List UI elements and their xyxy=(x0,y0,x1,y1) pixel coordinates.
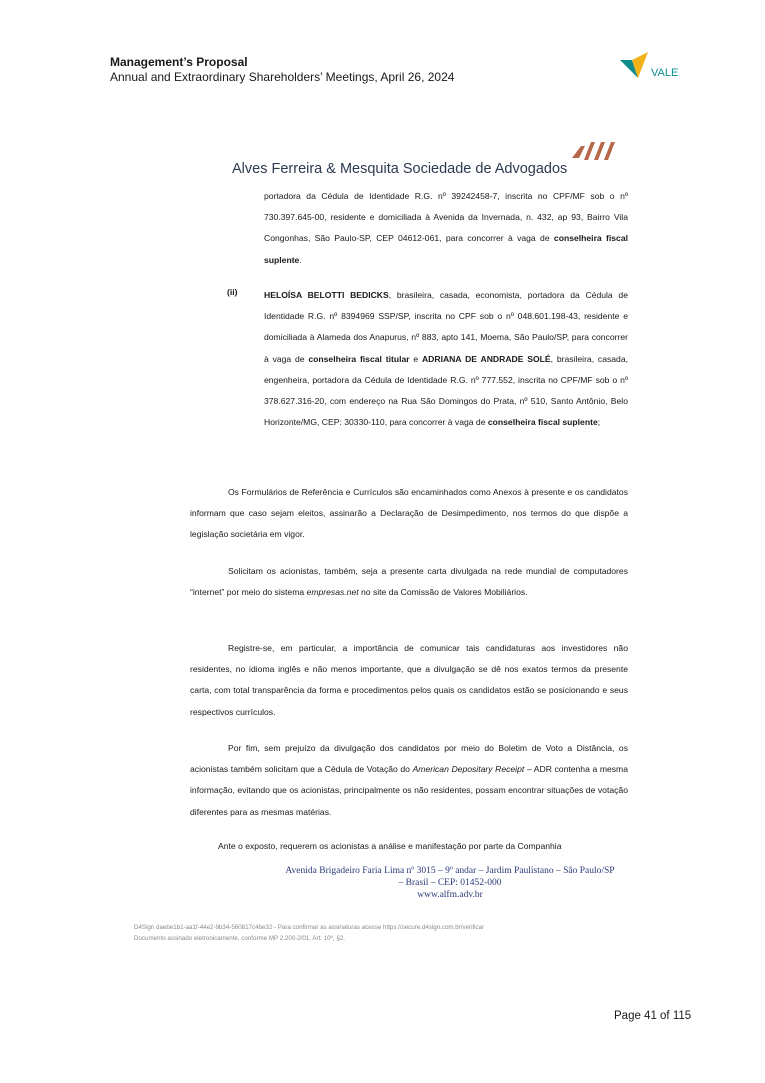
law-firm-logo xyxy=(570,136,622,164)
page-number: Page 41 of 115 xyxy=(614,1010,692,1022)
vale-logo xyxy=(618,50,688,86)
d4sign-stamp xyxy=(134,922,484,944)
paragraph-candidate-continuation: portadora da Cédula de Identidade R.G. nº 39242458-7, inscrita no CPF/MF sob o nº 730.397.645-00, residente e domiciliada à Avenida da Invernada, n. 432, ap 93, Bairro Vila Congonhas, São Paulo-SP, CEP 04612-061, para concorrer à vaga de conselheira fiscal suplente. xyxy=(264,191,628,265)
law-firm-name: Alves Ferreira & Mesquita Sociedade de Advogados xyxy=(232,161,568,177)
paragraph-item-ii: HELOÍSA BELOTTI BEDICKS, brasileira, casada, economista, portadora da Cédula de Identidade R.G. nº 8394969 SSP/SP, inscrita no CPF sob o nº 048.601.198-43, residente e domiciliada à Alameda dos Anapurus, nº 883, apto 141, Moema, São Paulo/SP, para concorrer à vaga de conselheira fiscal titular e ADRIANA DE ANDRADE SOLÉ, brasileira, casada, engenheira, portadora da Cédula de Identidade R.G. nº 777.552, inscrita no CPF/MF sob o nº 378.627.316-20, com endereço na Rua São Domingos do Prata, nº 510, Santo Antônio, Belo Horizonte/MG, CEP: 30330-110, para concorrer à vaga de conselheira fiscal suplente; xyxy=(264,290,628,428)
paragraph-foreign-investors: Registre-se, em particular, a importância de comunicar tais candidaturas aos investidores não residentes, no idioma inglês e não menos importante, que a divulgação se dê nos exatos termos da presente carta, com total transparência da forma e procedimentos pelos quais os candidatos estão se posicionando e seus respectivos currículos. xyxy=(190,643,628,717)
d4sign-verification-line: D4Sign daebe1b1-aa1f-44e2-9b34-560817c4be32 - Para confirmar as assinaturas acesse https://secure.d4sign.com.br/verificar xyxy=(134,924,485,931)
d4sign-legal-line: Documento assinado eletronicamente, conforme MP 2.200-2/01, Art. 10º, §2. xyxy=(134,935,345,942)
paragraph-internet-disclosure: Solicitam os acionistas, também, seja a presente carta divulgada na rede mundial de computadores “internet” por meio do sistema empresas.net no site da Comissão de Valores Mobiliários. xyxy=(190,566,628,598)
list-marker-ii: (ii) xyxy=(227,287,238,297)
document-subtitle: Annual and Extraordinary Shareholders’ Meetings, April 26, 2024 xyxy=(110,70,455,84)
vale-logo-text: VALE xyxy=(651,67,679,79)
footer-website: www.alfm.adv.br xyxy=(417,890,483,900)
document-title: Management’s Proposal xyxy=(110,55,248,69)
footer-address-line2: – Brasil – CEP: 01452-000 xyxy=(398,878,502,888)
paragraph-adr-ballot: Por fim, sem prejuízo da divulgação dos candidatos por meio do Boletim de Voto a Distância, os acionistas também solicitam que a Cédula de Votação do American Depositary Receipt – ADR contenha a mesma informação, evitando que os acionistas, principalmente os não residentes, possam encontrar situações de votação diferentes para as mesmas matérias. xyxy=(190,743,628,817)
paragraph-request: Ante o exposto, requerem os acionistas a análise e manifestação por parte da Companhia xyxy=(218,841,562,851)
paragraph-forms-annexes: Os Formulários de Referência e Currículos são encaminhados como Anexos à presente e os candidatos informam que caso sejam eleitos, assinarão a Declaração de Desimpedimento, nos termos do que dispõe a legislação societária em vigor. xyxy=(190,487,628,540)
letterhead-footer xyxy=(240,865,660,901)
footer-address-line1: Avenida Brigadeiro Faria Lima nº 3015 – 9º andar – Jardim Paulistano – São Paulo/SP xyxy=(285,866,615,876)
